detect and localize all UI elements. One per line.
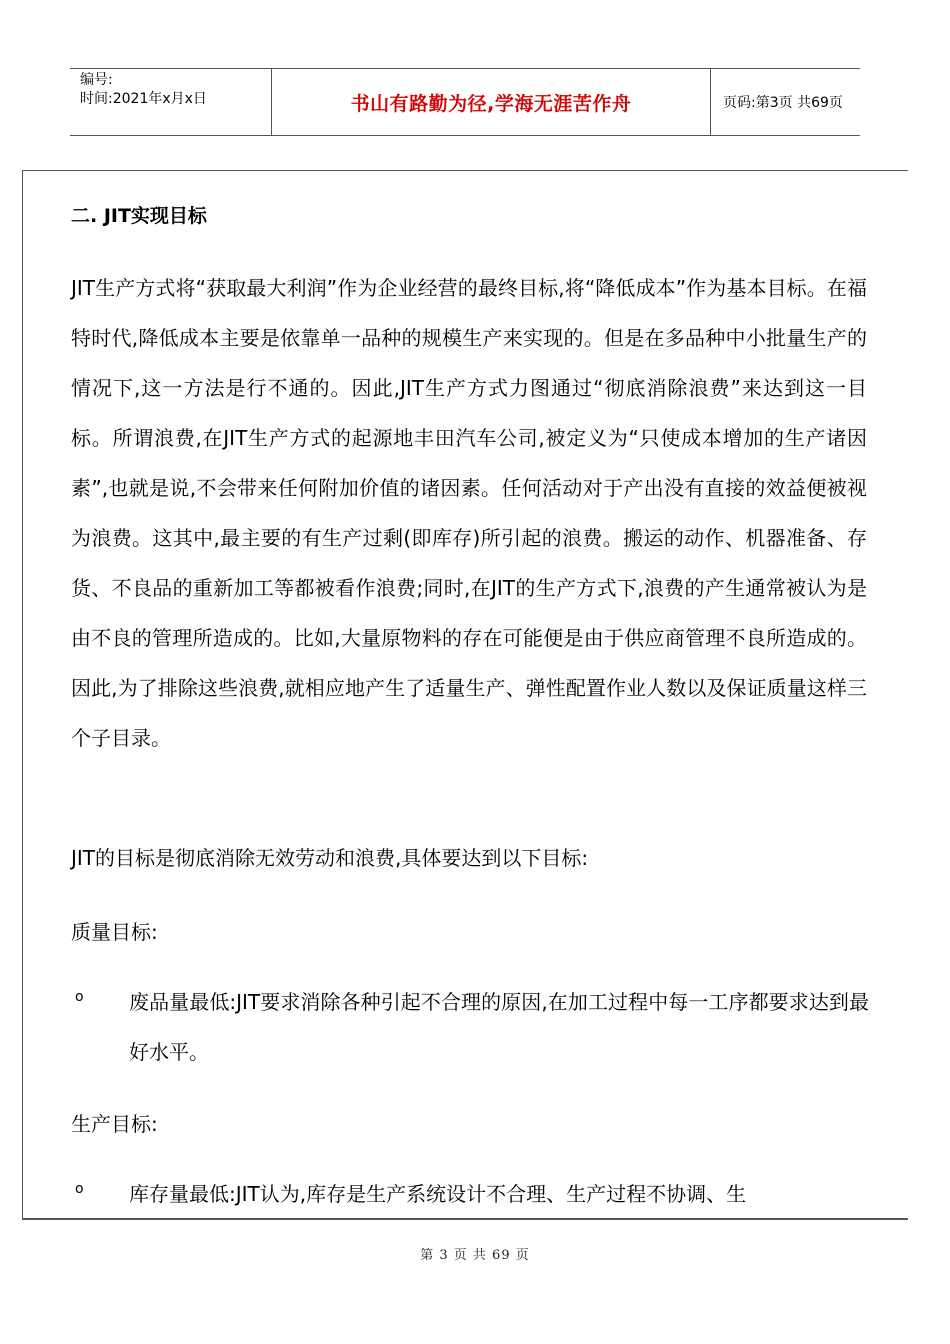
section-title: 二. JIT实现目标 xyxy=(71,205,207,227)
page-header xyxy=(70,68,860,136)
page-info-text: 页码:第3页 共69页 xyxy=(723,95,843,111)
document-time-label: 时间:2021年x月x日 xyxy=(80,91,207,107)
header-meta xyxy=(70,69,271,135)
production-bullet-text: 库存量最低:JIT认为,库存是生产系统设计不合理、生产过程不协调、生 xyxy=(129,1182,747,1206)
motto-text: 书山有路勤为径,学海无涯苦作舟 xyxy=(350,92,632,115)
header-motto xyxy=(271,69,711,135)
body-paragraph: JIT生产方式将“获取最大利润”作为企业经营的最终目标,将“降低成本”作为基本目标。在福特时代,降低成本主要是依靠单一品种的规模生产来实现的。但是在多品种中小批量生产的情况下,这一方法是行不通的。因此,JIT生产方式力图通过“彻底消除浪费”来达到这一目标。所谓浪费,在JIT生产方式的起源地丰田汽车公司,被定义为“只使成本增加的生产诸因素”,也就是说,不会带来任何附加价值的诸因素。任何活动对于产出没有直接的效益便被视为浪费。这其中,最主要的有生产过剩(即库存)所引起的浪费。搬运的动作、机器准备、存货、不良品的重新加工等都被看作浪费;同时,在JIT的生产方式下,浪费的产生通常被认为是由不良的管理所造成的。比如,大量原物料的存在可能便是由于供应商管理不良所造成的。因此,为了排除这些浪费,就相应地产生了适量生产、弹性配置作业人数以及保证质量这样三个子目录。 xyxy=(71,276,867,750)
goal-intro: JIT的目标是彻底消除无效劳动和浪费,具体要达到以下目标: xyxy=(71,846,589,870)
bullet-marker: o xyxy=(75,1181,84,1197)
footer-page-number: 第 3 页 共 69 页 xyxy=(420,1248,530,1263)
content-frame xyxy=(22,170,908,1220)
header-page-info xyxy=(711,69,860,135)
bullet-marker: o xyxy=(75,989,84,1005)
production-heading: 生产目标: xyxy=(71,1112,158,1136)
quality-bullet-text: 废品量最低:JIT要求消除各种引起不合理的原因,在加工过程中每一工序都要求达到最好水平。 xyxy=(129,990,869,1064)
document-number-label: 编号: xyxy=(80,72,113,88)
quality-heading: 质量目标: xyxy=(71,920,158,944)
page-footer xyxy=(0,1244,950,1263)
